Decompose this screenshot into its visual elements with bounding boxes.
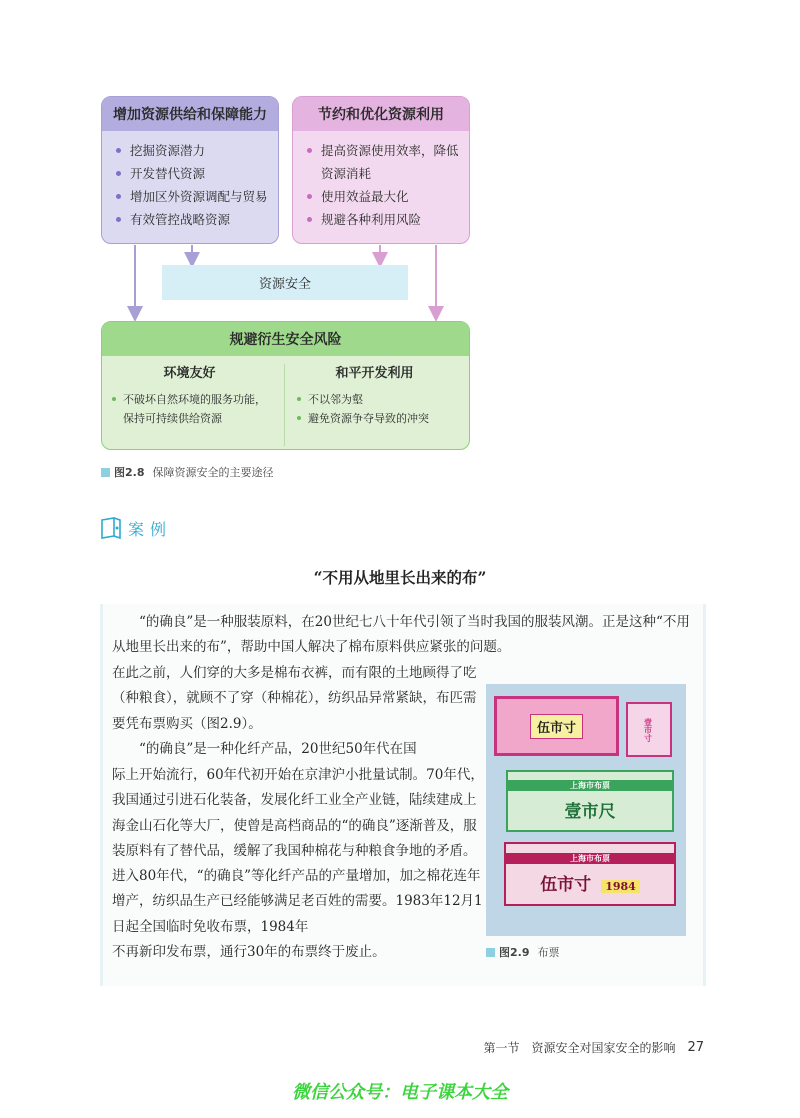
eco-friendly-list [102, 386, 277, 428]
peaceful-use-list [287, 386, 462, 428]
case-title: “不用从地里长出来的布” [313, 568, 487, 587]
list-item: 有效管控战略资源 [116, 208, 268, 231]
list-item: 规避各种利用风险 [307, 208, 459, 231]
list-item: 提高资源使用效率，降低资源消耗 [307, 139, 459, 185]
section-title: 第一节 资源安全对国家安全的影响 [483, 1041, 676, 1055]
case-label: 案例 [128, 519, 173, 539]
peaceful-use-title: 和平开发利用 [335, 366, 414, 381]
caption-number: 图2.9 [499, 946, 530, 959]
caption-marker [486, 948, 495, 957]
case-paragraph-1: “的确良”是一种服装原料，在20世纪七八十年代引领了当时我国的服装风潮。正是这种“不用从地里长出来的布”，帮助中国人解决了棉布原料供应紧张的问题。 [112, 614, 690, 656]
column-divider [284, 364, 285, 446]
list-item: 开发替代资源 [116, 162, 268, 185]
coupon-small: 壹市寸 [626, 702, 672, 757]
coupon-five-inch [494, 696, 619, 756]
peaceful-use-column [287, 362, 462, 428]
eco-friendly-column [102, 362, 277, 428]
list-item: 增加区外资源调配与贸易 [116, 185, 268, 208]
case-paragraph-3-end: 不再新印发布票，通行30年的布票终于废止。 [112, 944, 386, 961]
coupon-five-inch-label: 伍市寸 [530, 714, 583, 739]
caption-number: 图2.8 [114, 466, 145, 479]
derived-risk-title: 规避衍生安全风险 [102, 322, 469, 356]
page-footer [483, 1039, 704, 1056]
optimize-use-list [293, 131, 469, 231]
resource-security-box: 资源安全 [162, 265, 408, 300]
list-item: 避免资源争夺导致的冲突 [297, 409, 456, 428]
coupon-one-foot [506, 770, 674, 832]
watermark: 微信公众号：电子课本大全 [292, 1082, 508, 1103]
list-item: 使用效益最大化 [307, 185, 459, 208]
caption-text: 布票 [537, 946, 560, 959]
figure-caption-2-8 [101, 464, 274, 480]
case-paragraph-3-narrow: 际上开始流行，60年代初开始在京津沪小批量试制。70年代，我国通过引进石化装备，发展化纤工业全产业链，陆续建成上海金山石化等大厂，使曾是高档商品的“的确良”逐渐普及，服装原料有了替代品，缓解了我国种棉花与种粮食争地的矛盾。进入80年代，“的确良”等化纤产品的产量增加，加之棉花连年增产，纺织品生产已经能够满足老百姓的需要。1983年12月1日起全国临时免收布票，1984年 [112, 767, 484, 935]
eco-friendly-title: 环境友好 [163, 366, 216, 381]
derived-risk-box [101, 321, 470, 450]
coupon-one-foot-label: 壹市尺 [564, 802, 616, 822]
caption-marker [101, 468, 110, 477]
coupon-1984-header: 上海市布票 [506, 853, 674, 864]
coupon-one-foot-header: 上海市布票 [508, 780, 672, 791]
case-header [100, 516, 172, 540]
optimize-use-title: 节约和优化资源利用 [293, 97, 469, 131]
optimize-use-box [292, 96, 470, 244]
increase-supply-box [101, 96, 279, 244]
cloth-coupon-photo [486, 684, 686, 936]
page-number: 27 [687, 1040, 704, 1055]
list-item: 不以邻为壑 [297, 390, 456, 409]
coupon-1984 [504, 842, 676, 906]
list-item: 不破坏自然环境的服务功能，保持可持续供给资源 [112, 390, 271, 428]
book-case-icon [100, 516, 122, 540]
caption-text: 保障资源安全的主要途径 [152, 466, 274, 479]
figure-caption-2-9 [486, 944, 560, 960]
increase-supply-title: 增加资源供给和保障能力 [102, 97, 278, 131]
case-paragraph-2: 在此之前，人们穿的大多是棉布衣裤，而有限的土地顾得了吃（种粮食），就顾不了穿（种棉花），纺织品异常紧缺，布匹需要凭布票购买（图2.9）。 [112, 665, 477, 732]
coupon-1984-year: 1984 [601, 880, 640, 893]
increase-supply-list [102, 131, 278, 231]
coupon-1984-value [540, 870, 640, 895]
list-item: 挖掘资源潜力 [116, 139, 268, 162]
case-paragraph-3-start: “的确良”是一种化纤产品，20世纪50年代在国 [139, 741, 417, 757]
coupon-1984-label: 伍市寸 [540, 875, 592, 895]
